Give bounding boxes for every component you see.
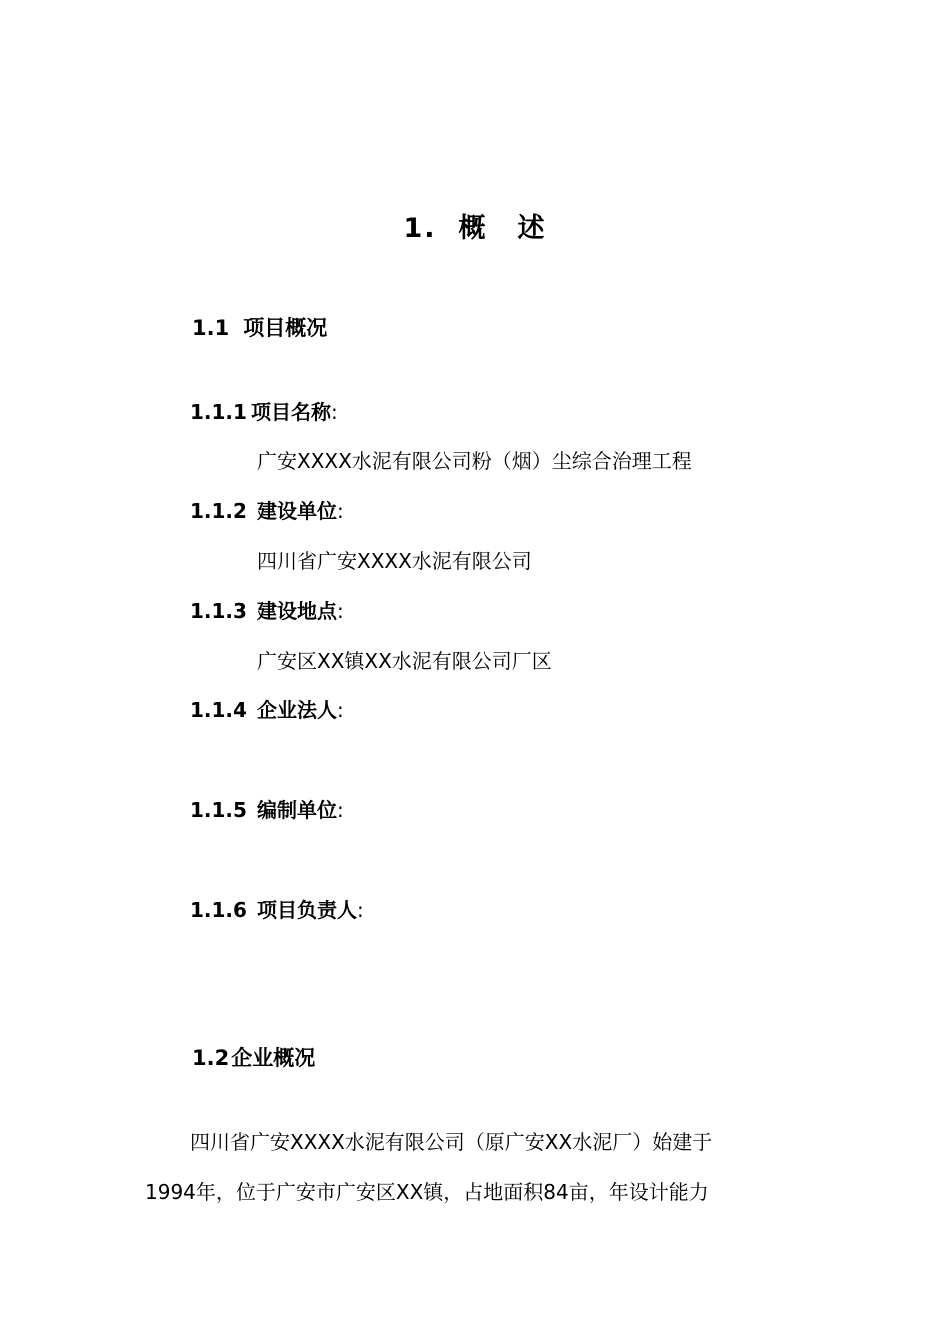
section-title: 企业概况 [231,1046,316,1070]
item-label: 编制单位 [256,798,337,822]
item-label: 建设地点 [256,599,337,623]
item-heading-1-1-2 [190,495,344,524]
item-number: 1.1.4 [190,698,247,722]
item-label: 建设单位 [256,499,337,523]
paragraph-line-2: 1994年，位于广安市广安区XX镇，占地面积84亩，年设计能力 [145,1180,709,1204]
item-number: 1.1.1 [190,400,247,424]
item-value-project-name: 广安XXXX水泥有限公司粉（烟）尘综合治理工程 [257,449,692,473]
item-number: 1.1.2 [190,499,247,523]
chapter-title-char-2: 述 [517,213,547,244]
item-number: 1.1.3 [190,599,247,623]
item-colon: : [330,400,338,424]
chapter-title-char-1: 概 [458,213,488,244]
paragraph-line-1: 四川省广安XXXX水泥有限公司（原广安XX水泥厂）始建于 [190,1130,713,1154]
item-value-construction-site: 广安区XX镇XX水泥有限公司厂区 [257,649,552,673]
item-colon: : [336,698,344,722]
section-title: 项目概况 [243,316,328,340]
item-label: 项目名称 [250,400,331,424]
item-value-construction-unit: 四川省广安XXXX水泥有限公司 [257,549,532,573]
item-colon: : [336,798,344,822]
item-colon: : [336,499,344,523]
item-colon: : [356,898,364,922]
section-heading-1-2 [192,1042,315,1072]
item-colon: : [336,599,344,623]
item-label: 项目负责人 [256,898,357,922]
item-heading-1-1-5 [190,794,344,823]
item-heading-1-1-1 [190,396,338,425]
chapter-title [0,206,950,245]
item-number: 1.1.6 [190,898,247,922]
section-heading-1-1 [192,312,327,342]
chapter-number: 1. [403,213,437,244]
item-heading-1-1-3 [190,595,344,624]
item-label: 企业法人 [256,698,337,722]
section-number: 1.1 [192,316,230,340]
item-heading-1-1-4 [190,694,344,723]
section-number: 1.2 [192,1046,230,1070]
item-number: 1.1.5 [190,798,247,822]
item-heading-1-1-6 [190,894,364,923]
